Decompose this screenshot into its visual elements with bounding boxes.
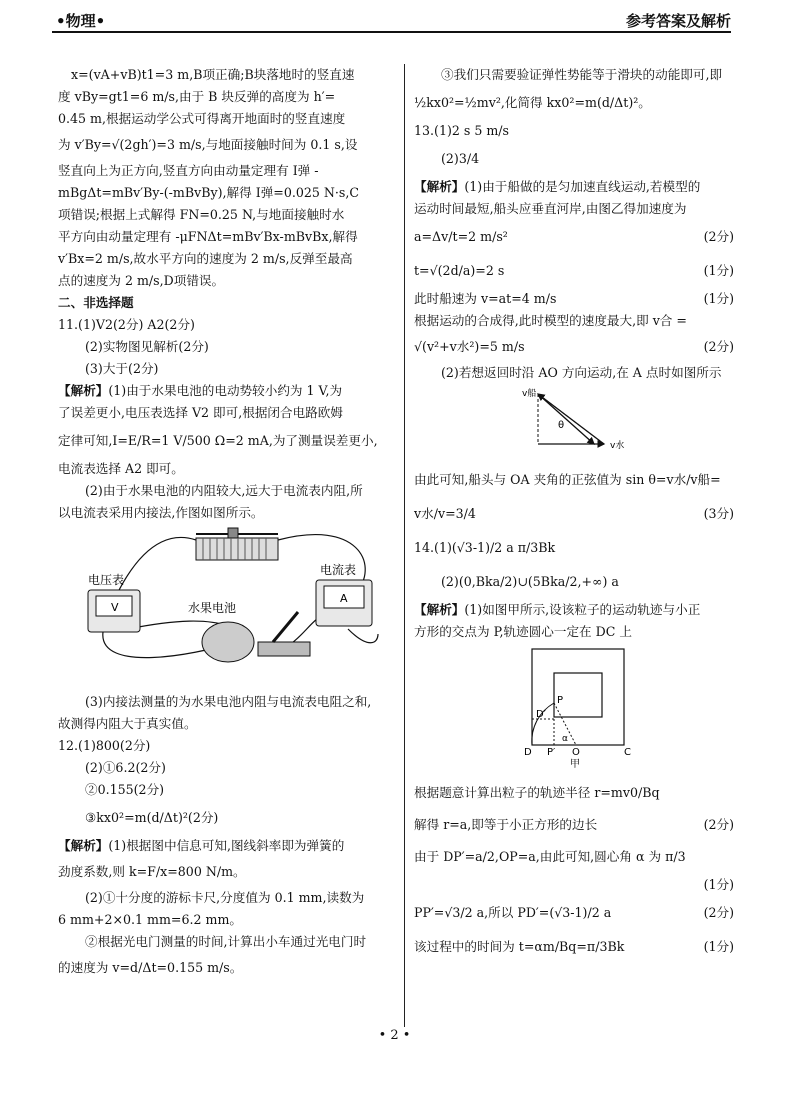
text-line: 平方向由动量定理有 -μFNΔt=mBv′Bx-mBvBx,解得 (58, 229, 358, 244)
formula-line: 根据题意计算出粒子的轨迹半径 r=mv0/Bq (414, 785, 660, 800)
analysis-tag: 【解析】 (414, 179, 465, 194)
trajectory-figure (414, 643, 734, 769)
formula: t=√(2d/a)=2 s (414, 263, 505, 278)
text-line: 方形的交点为 P,轨迹圆心一定在 DC 上 (414, 624, 632, 639)
score: (2分) (703, 817, 734, 832)
answer-line: (2)(0,Bka/2)∪(5Bka/2,+∞) a (441, 574, 619, 589)
label-D: D (524, 747, 532, 758)
answer-line: 13.(1)2 s 5 m/s (414, 123, 510, 138)
circuit-figure (58, 524, 398, 684)
text-line: v′Bx=2 m/s,故水平方向的速度为 2 m/s,反弹至最高 (58, 251, 353, 266)
text-line: 的速度为 v=d/Δt=0.155 m/s。 (58, 960, 243, 975)
text-line: (1)由于船做的是匀加速直线运动,若模型的 (464, 179, 701, 194)
section-heading: 二、非选择题 (58, 295, 134, 310)
text-line: 6 mm+2×0.1 mm=6.2 mm。 (58, 912, 242, 927)
score: (2分) (703, 229, 734, 244)
answer-line: 11.(1)V2(2分) A2(2分) (58, 317, 195, 332)
text-line: 为 v′By=√(2gh′)=3 m/s,与地面接触时间为 0.1 s,设 (58, 137, 358, 152)
text-line: 项错误;根据上式解得 FN=0.25 N,与地面接触时水 (58, 207, 345, 222)
voltmeter-symbol: V (111, 601, 119, 614)
text-line: x=(vA+vB)t1=3 m,B项正确;B块落地时的竖直速 (71, 67, 355, 82)
text-line: 度 vBy=gt1=6 m/s,由于 B 块反弹的高度为 h′= (58, 89, 336, 104)
formula: a=Δv/t=2 m/s² (414, 229, 508, 244)
battery-label: 水果电池 (188, 601, 237, 615)
text-line: 0.45 m,根据运动学公式可得离开地面时的竖直速度 (58, 111, 346, 126)
text-line: (1)由于水果电池的电动势较小约为 1 V,为 (108, 383, 343, 398)
score: (3分) (703, 506, 734, 521)
text-line: 运动时间最短,船头应垂直河岸,由图乙得加速度为 (414, 201, 687, 216)
answer-line: (2)实物图见解析(2分) (85, 339, 209, 354)
text: 解得 r=a,即等于小正方形的边长 (414, 817, 598, 832)
text-line: 竖直向上为正方向,竖直方向由动量定理有 I弹 - (58, 163, 319, 178)
right-column (414, 64, 734, 964)
text-line: (2)若想返回时沿 AO 方向运动,在 A 点时如图所示 (441, 365, 722, 380)
v-ship-label: v船 (522, 389, 537, 399)
answer-line: ③kx0²=m(d/Δt)²(2分) (85, 810, 219, 825)
column-divider (404, 64, 405, 1027)
formula: 该过程中的时间为 t=αm/Bq=π/3Bk (414, 939, 625, 954)
answer-line: (2)①6.2(2分) (85, 760, 166, 775)
label-P-prime: P′ (547, 747, 556, 758)
section-label: 参考答案及解析 (625, 12, 731, 30)
formula-line: ½kx0²=½mv²,化简得 kx0²=m(d/Δt)²。 (414, 95, 651, 110)
text-line: 根据运动的合成得,此时模型的速度最大,即 v合 = (414, 313, 687, 328)
formula-line: 由于 DP′=a/2,OP=a,由此可知,圆心角 α 为 π/3 (414, 849, 686, 864)
formula: √(v²+v水²)=5 m/s (414, 339, 525, 354)
text-line: 电流表选择 A2 即可。 (58, 461, 184, 476)
ammeter-symbol: A (340, 592, 348, 605)
text-line: 了误差更小,电压表选择 V2 即可,根据闭合电路欧姆 (58, 405, 343, 420)
label-P: P (557, 695, 564, 706)
page-header (52, 8, 731, 30)
text-line: 以电流表采用内接法,作图如图所示。 (58, 505, 264, 520)
text-line: 故测得内阻大于真实值。 (58, 716, 197, 731)
formula: v水/v=3/4 (414, 506, 476, 521)
ammeter-label: 电流表 (320, 563, 357, 577)
analysis-tag: 【解析】 (58, 383, 109, 398)
score: (1分) (703, 263, 734, 278)
left-column (58, 64, 398, 983)
label-D-prime: D′ (536, 709, 546, 720)
answer-line: 12.(1)800(2分) (58, 738, 151, 753)
score: (1分) (703, 939, 734, 954)
text-line: (1)如图甲所示,设该粒子的运动轨迹与小正 (464, 602, 701, 617)
text-line: (2)由于水果电池的内阻较大,远大于电流表内阻,所 (85, 483, 363, 498)
text-line: (1)根据图中信息可知,图线斜率即为弹簧的 (108, 838, 345, 853)
analysis-tag: 【解析】 (58, 838, 109, 853)
label-O: O (572, 747, 580, 758)
text-line: ②根据光电门测量的时间,计算出小车通过光电门时 (85, 934, 367, 949)
score: (2分) (703, 339, 734, 354)
score: (1分) (703, 877, 734, 892)
formula-line: 定律可知,I=E/R=1 V/500 Ω=2 mA,为了测量误差更小, (58, 433, 378, 448)
analysis-tag: 【解析】 (414, 602, 465, 617)
text-line: 劲度系数,则 k=F/x=800 N/m。 (58, 864, 246, 879)
figure-caption: 甲 (570, 759, 580, 769)
label-alpha: α (562, 734, 568, 744)
header-rule (52, 31, 731, 33)
answer-line: (3)大于(2分) (85, 361, 159, 376)
answer-line: (2)3/4 (441, 151, 480, 166)
v-water-label: v水 (610, 441, 625, 451)
text-line: 点的速度为 2 m/s,D项错误。 (58, 273, 225, 288)
subject-label: •物理• (56, 12, 106, 30)
formula-line: 由此可知,船头与 OA 夹角的正弦值为 sin θ=v水/v船= (414, 472, 721, 487)
voltmeter-label: 电压表 (88, 573, 125, 587)
theta-label: θ (558, 420, 565, 431)
page-number: • 2 • (378, 1028, 411, 1043)
text-line: ③我们只需要验证弹性势能等于滑块的动能即可,即 (441, 67, 723, 82)
label-C: C (624, 747, 631, 758)
formula: PP′=√3/2 a,所以 PD′=(√3-1)/2 a (414, 905, 612, 920)
text: 此时船速为 v=at=4 m/s (414, 291, 557, 306)
fruit-battery (202, 622, 254, 662)
text-line: (3)内接法测量的为水果电池内阻与电流表电阻之和, (85, 694, 372, 709)
velocity-figure (414, 384, 734, 456)
answer-line: 14.(1)(√3-1)/2 a π/3Bk (414, 540, 556, 555)
text-line: (2)①十分度的游标卡尺,分度值为 0.1 mm,读数为 (85, 890, 365, 905)
answer-line: ②0.155(2分) (85, 782, 165, 797)
score: (1分) (703, 291, 734, 306)
switch (258, 642, 310, 656)
text-line: mBgΔt=mBv′By-(-mBvBy),解得 I弹=0.025 N·s,C (58, 185, 360, 200)
score: (2分) (703, 905, 734, 920)
